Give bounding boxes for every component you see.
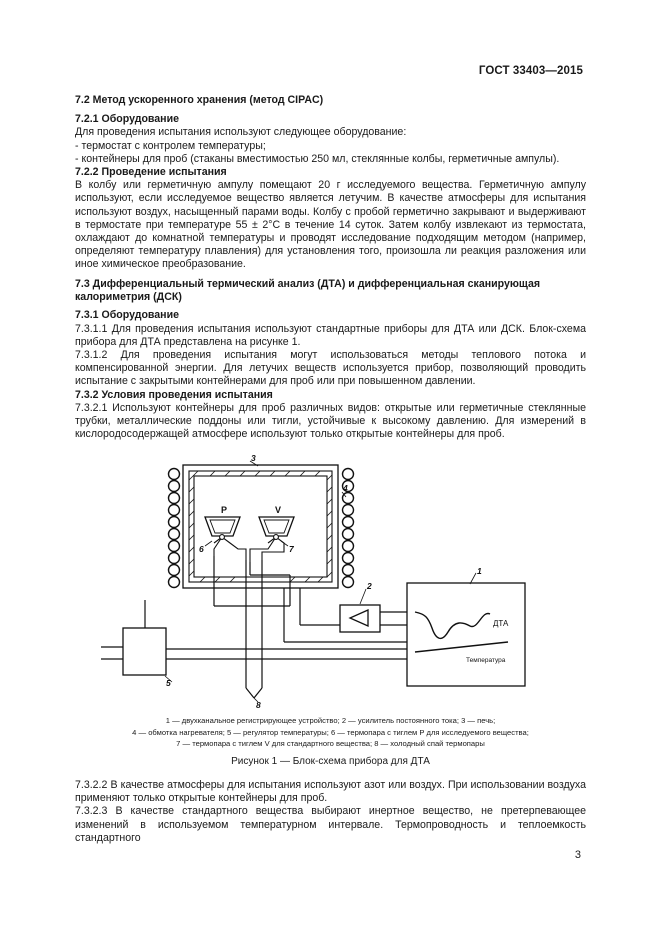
label-v: V <box>275 505 282 515</box>
furnace-wall-hatching <box>189 471 332 582</box>
label-6: 6 <box>199 544 204 554</box>
figure-legend <box>75 715 586 750</box>
thermocouple-6 <box>214 537 246 560</box>
paragraph-7-3-1-1: 7.3.1.1 Для проведения испытания используют стандартные приборы для ДТА или ДСК. Блок-схема прибора для ДТА представлена на рисунке 1. <box>75 322 586 348</box>
label-2: 2 <box>367 581 372 591</box>
section-7-3-1-title: 7.3.1 Оборудование <box>75 309 179 322</box>
legend-line-3: 7 — термопара с тиглем V для стандартного вещества; 8 — холодный спай термопары <box>176 739 485 749</box>
section-7-2-2-text: В колбу или герметичную ампулу помещают 20 г исследуемого вещества. Герметичную ампулу используют, если исследуемое вещество является летучим. В качестве атмосферы для испытания используют воздух, насыщенный парами воды. Колбу с пробой герметично закрывают и выдерживают в термостате при температуре 55 ± 2°С в течение 14 суток. Затем колбу извлекают из термостата, охлаждают до комнатной температуры и проводят исследование подходящим методом (например, определяют температуру плавления) для установления того, произошла ли реакция разложения или иное химическое преобразование. <box>75 179 586 271</box>
paragraph-7-3-2-1: 7.3.2.1 Используют контейнеры для проб различных видов: открытые или герметичные стеклянные трубки, металлические поддоны или тигли, устойчивые к высокому давлению. Для измерений в кислородосодержащей атмосфере используют только открытые контейнеры для проб. <box>75 401 586 441</box>
label-3: 3 <box>251 453 256 463</box>
temperature-regulator <box>123 628 166 675</box>
section-7-2-1-title: 7.2.1 Оборудование <box>75 113 179 126</box>
paragraph-7-3-2-2: 7.3.2.2 В качестве атмосферы для испытания используют азот или воздух. При использовании воздуха применяют только открытые контейнеры для проб. <box>75 779 586 805</box>
section-7-3-2-continued <box>75 779 586 845</box>
label-1: 1 <box>477 566 482 576</box>
temperature-line <box>415 642 508 652</box>
label-5: 5 <box>166 678 171 688</box>
label-p: P <box>221 505 228 515</box>
legend-line-2: 4 — обмотка нагревателя; 5 — регулятор температуры; 6 — термопара с тиглем Р для исследуемого вещества; <box>132 727 529 737</box>
section-7-3-2-title: 7.3.2 Условия проведения испытания <box>75 388 273 401</box>
section-7-3-title-line1: 7.3 Дифференциальный термический анализ (ДТА) и дифференциальная сканирующая <box>75 278 541 290</box>
label-7: 7 <box>289 544 294 554</box>
furnace <box>183 465 338 588</box>
page-number: 3 <box>574 849 581 861</box>
paragraph-7-3-2-3: 7.3.2.3 В качестве стандартного вещества выбирают инертное вещество, не претерпевающее изменений в используемом температурном интервале. Термопроводность и теплоемкость стандартного <box>75 805 586 844</box>
dta-curve <box>415 612 490 638</box>
document-code: ГОСТ 33403—2015 <box>478 65 583 77</box>
section-7-3-title-line2: калориметрия (ДСК) <box>75 291 182 304</box>
recorder <box>407 583 525 686</box>
heater-winding <box>169 469 354 588</box>
legend-line-1: 1 — двухканальное регистрирующее устройство; 2 — усилитель постоянного тока; 3 — печь; <box>165 716 496 725</box>
section-7-2-1-intro: Для проведения испытания используют следующее оборудование: <box>75 126 407 139</box>
label-temperature: Температура <box>466 657 506 664</box>
label-8: 8 <box>256 700 261 710</box>
equipment-item-thermostat: - термостат с контролем температуры; <box>75 139 266 152</box>
section-7-2-title: 7.2 Метод ускоренного хранения (метод CIPAC) <box>75 94 324 106</box>
figure-caption: Рисунок 1 — Блок-схема прибора для ДТА <box>231 756 430 767</box>
label-4: 4 <box>343 483 348 493</box>
equipment-item-containers: - контейнеры для проб (стаканы вместимостью 250 мл, стеклянные колбы, герметичные ампулы). <box>75 152 560 165</box>
paragraph-7-3-1-2: 7.3.1.2 Для проведения испытания могут использоваться методы теплового потока и компенсированной энергии. Для летучих веществ используется прибор, позволяющий проводить испытание с закрытыми контейнерами для проб или при повышенном давлении. <box>75 349 586 388</box>
label-dta: ДТА <box>493 619 509 628</box>
section-7-2-2-title: 7.2.2 Проведение испытания <box>75 166 227 179</box>
amplifier <box>340 605 380 632</box>
